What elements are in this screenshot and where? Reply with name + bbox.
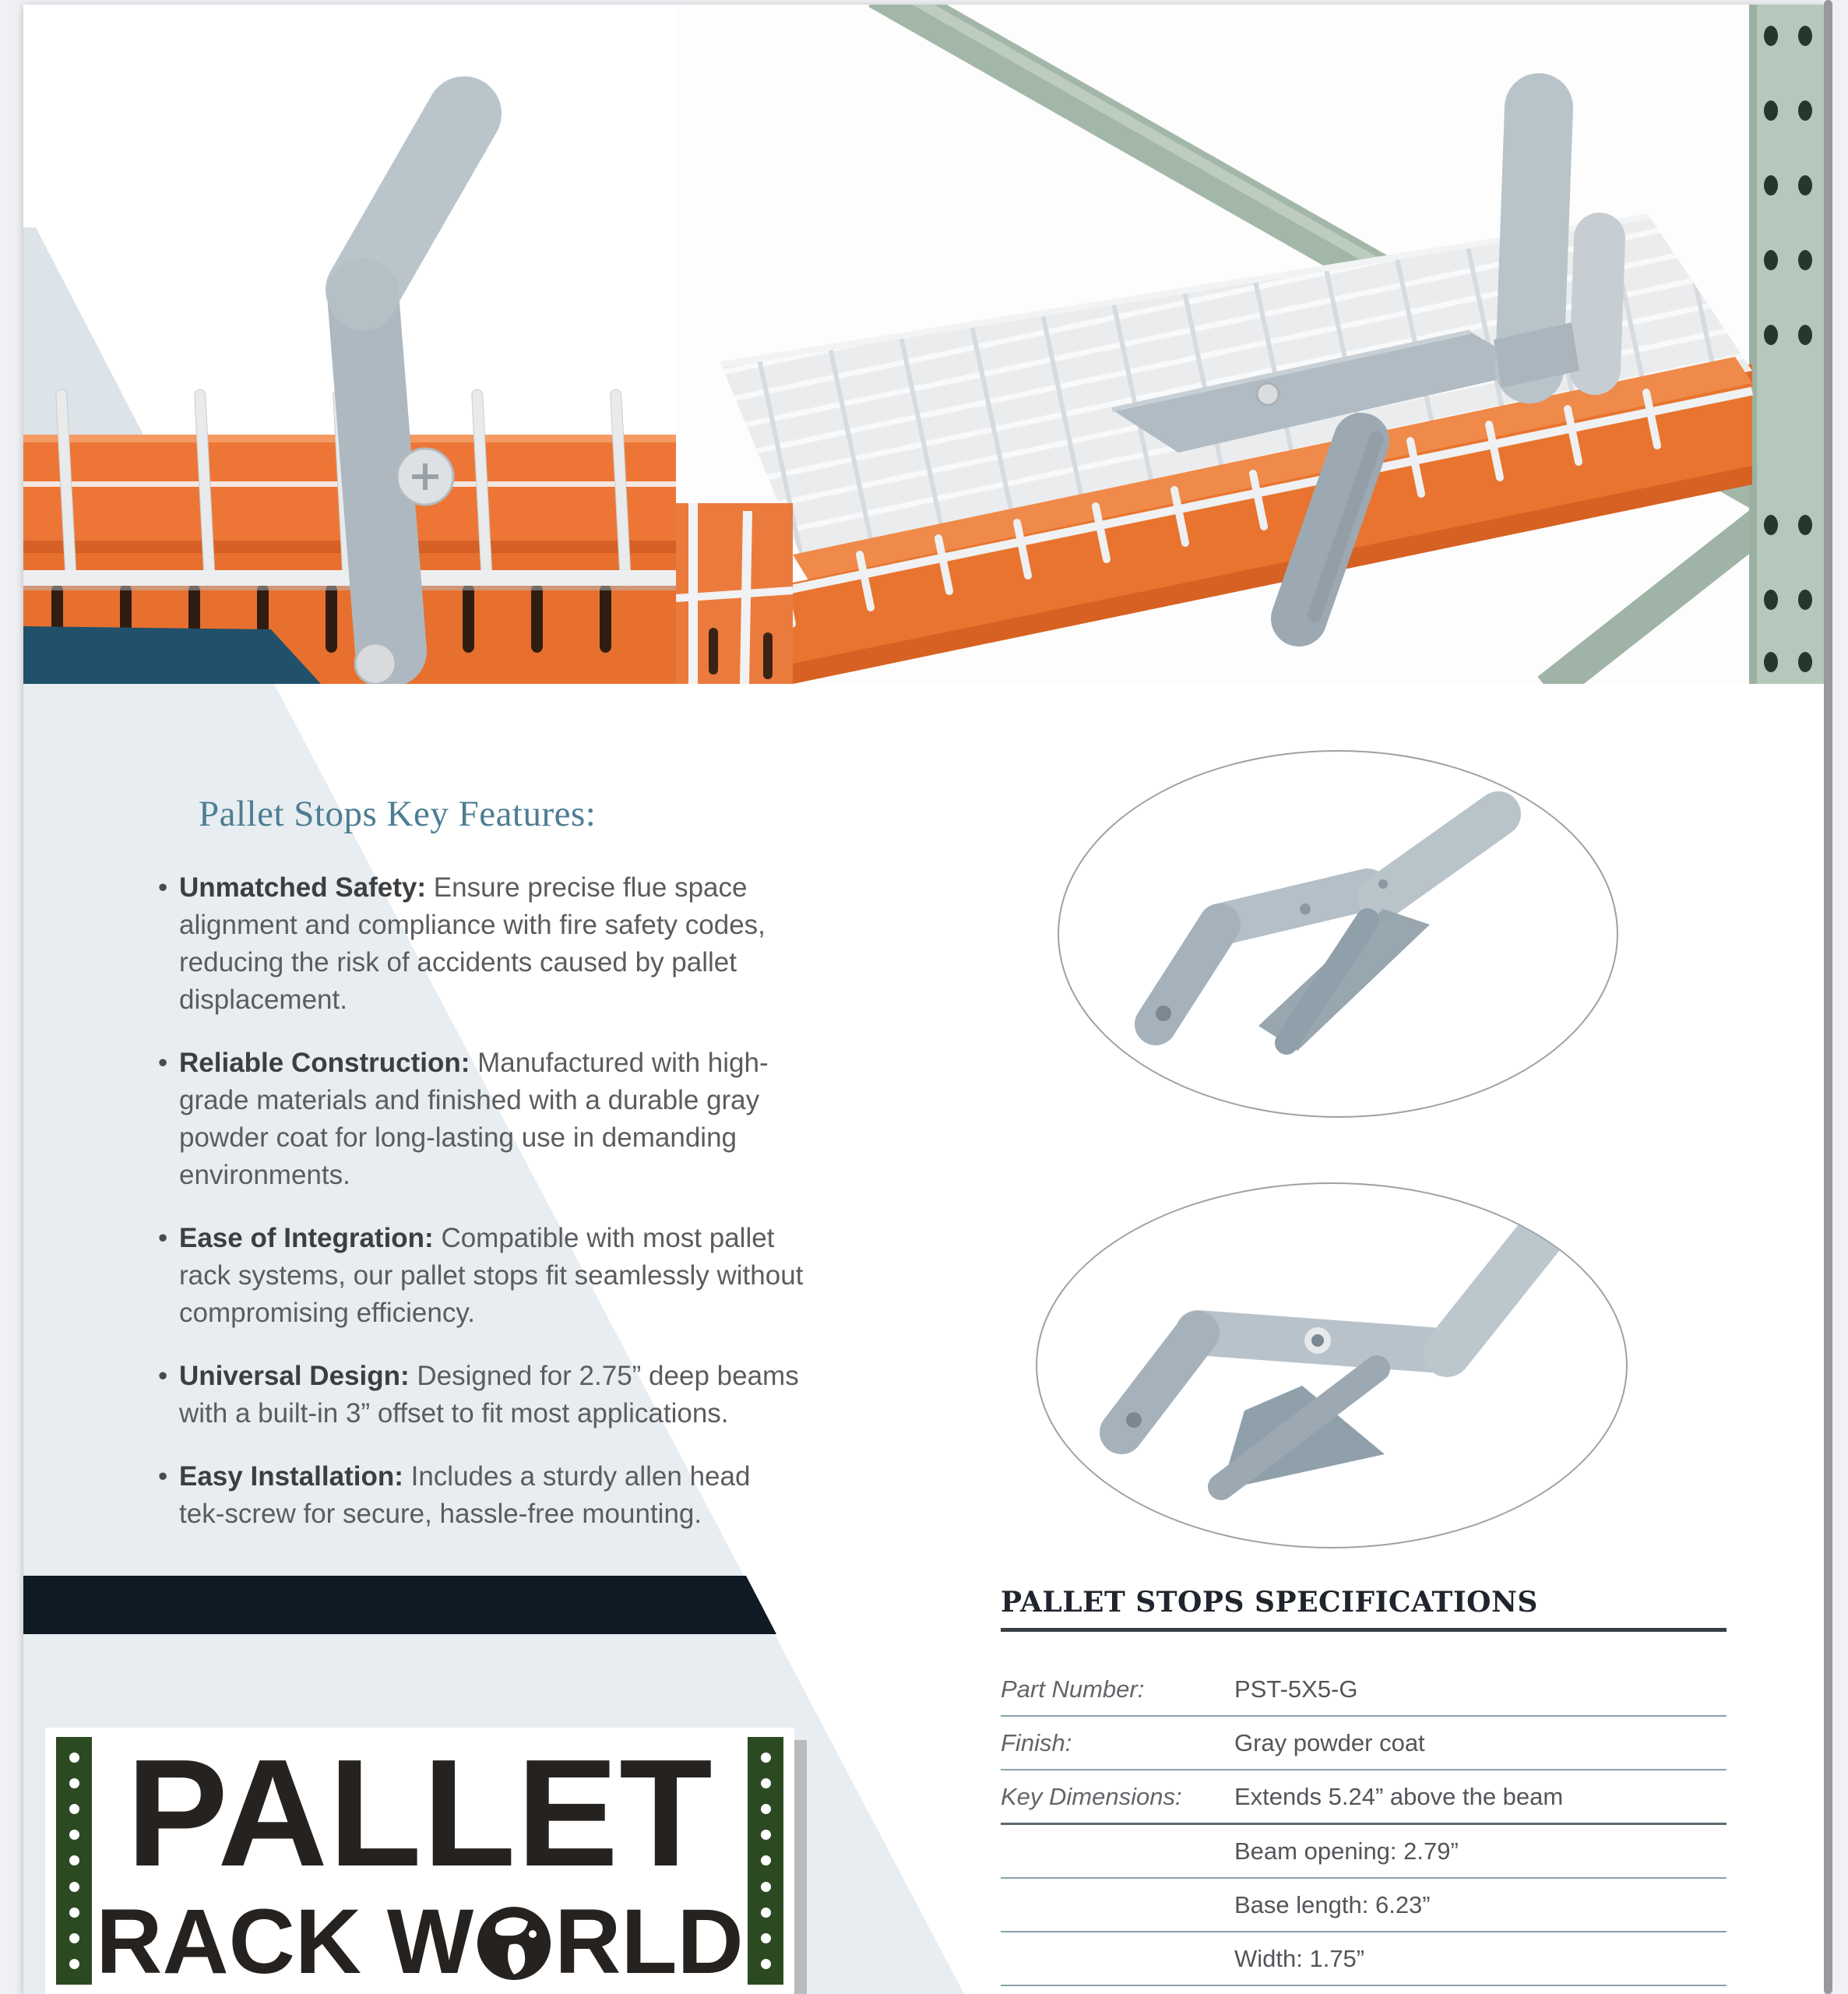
key-features-section: [136, 793, 1008, 1559]
spec-row-beam-opening: Beam opening: 2.79”: [1001, 1825, 1727, 1879]
flyer-page: [23, 5, 1824, 1994]
logo-text-pallet: PALLET: [126, 1728, 713, 1898]
feature-item-unmatched-safety: • Unmatched Safety: Ensure precise flue space alignment and compliance with fire safety codes, reducing the risk of accidents caused by pallet displacement.: [136, 869, 942, 1019]
spec-row-base-length: Base length: 6.23”: [1001, 1879, 1727, 1932]
features-heading: Pallet Stops Key Features:: [199, 794, 597, 834]
photo-pallet-stop-closeup: [23, 5, 676, 684]
specifications-heading: PALLET STOPS SPECIFICATIONS: [1001, 1586, 1538, 1619]
globe-icon: [475, 1904, 553, 1982]
rack-post-icon: [748, 1737, 783, 1985]
specifications-rule: [1001, 1628, 1727, 1632]
feature-item-reliable-construction: • Reliable Construction: Manufactured with high- grade materials and finished with a durable gray powder coat for long-lasting use in demanding environments.: [136, 1045, 942, 1194]
product-photo-oval-bottom: [1036, 1182, 1628, 1548]
spec-row-finish: Finish: Gray powder coat: [1001, 1717, 1727, 1770]
spec-row-width: Width: 1.75”: [1001, 1932, 1727, 1986]
rack-post-icon: [56, 1737, 92, 1985]
specifications-section: [1001, 1586, 1727, 1986]
feature-item-easy-installation: • Easy Installation: Includes a sturdy allen head tek-screw for secure, hassle-free mounting.: [136, 1458, 973, 1533]
feature-item-universal-design: • Universal Design: Designed for 2.75” deep beams with a built-in 3” offset to fit most applications.: [136, 1358, 973, 1432]
specifications-table: [1001, 1663, 1727, 1986]
photo-pallet-stop-on-rack: [676, 5, 1824, 684]
viewer-scrollbar[interactable]: [1824, 0, 1832, 1994]
spec-row-part-number: Part Number: PST-5X5-G: [1001, 1663, 1727, 1717]
logo-text-rack-world: RACK W RLD: [96, 1890, 744, 1993]
product-photo-oval-top: [1058, 750, 1618, 1118]
features-list: [136, 869, 1008, 1533]
spec-row-key-dimensions: Key Dimensions: Extends 5.24” above the beam: [1001, 1770, 1727, 1825]
feature-item-ease-of-integration: • Ease of Integration: Compatible with most pallet rack systems, our pallet stops fit seamlessly without compromising efficiency.: [136, 1220, 1020, 1332]
pallet-rack-world-logo: [45, 1728, 794, 1994]
